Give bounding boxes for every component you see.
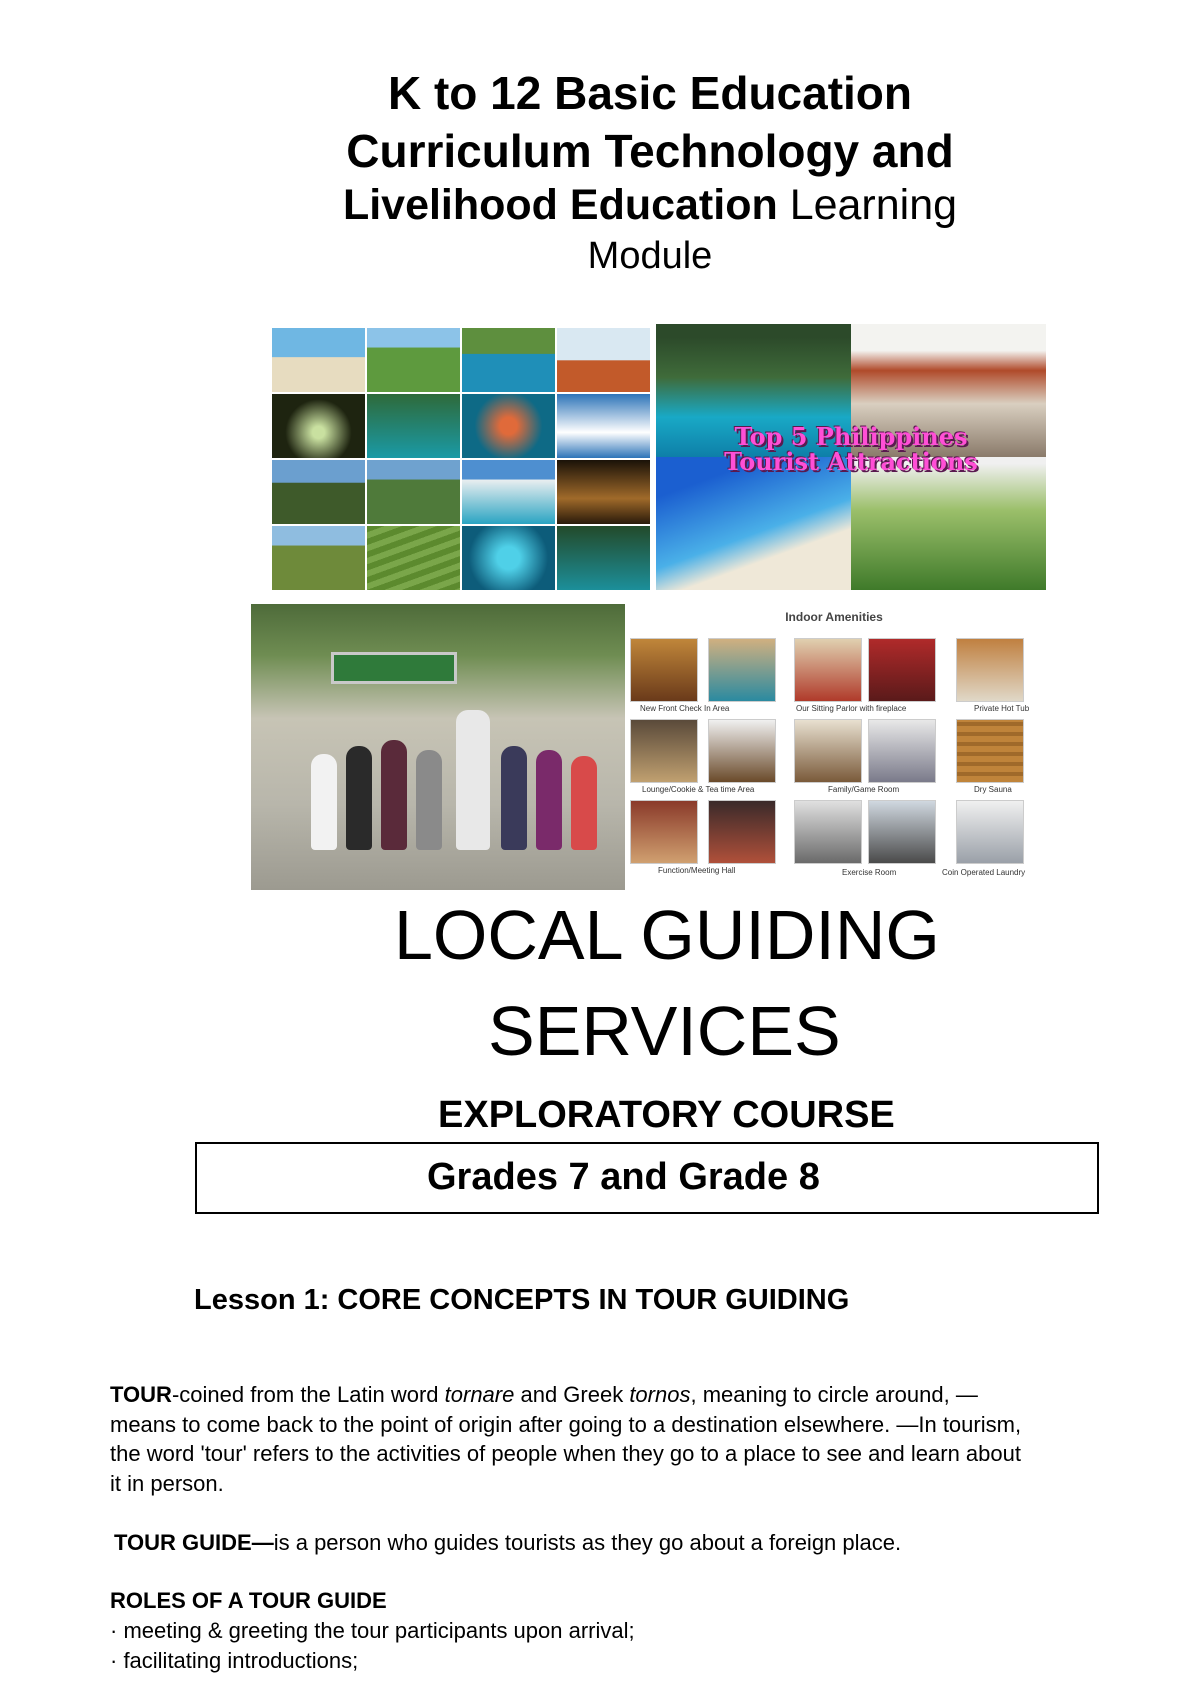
tourist-figure: [456, 710, 490, 850]
photo-waves: [557, 394, 650, 458]
module-title-line-2: [0, 126, 1200, 177]
amenity-caption: Function/Meeting Hall: [658, 866, 736, 875]
tourist-figure: [536, 750, 562, 850]
module-title-line-3: [0, 182, 1200, 229]
tourist-figure: [381, 740, 407, 850]
course-subtitle: EXPLORATORY COURSE: [438, 1094, 895, 1136]
grades-box: [195, 1142, 1099, 1214]
tour-group-photo: [251, 604, 625, 890]
latin-word: tornare: [444, 1382, 515, 1407]
amenity-caption: Family/Game Room: [828, 785, 900, 794]
photo-street-night: [557, 460, 650, 524]
philippine-scenery-collage: [272, 328, 650, 590]
amenity-photo: [794, 719, 862, 783]
amenity-photo: [794, 638, 862, 702]
module-title-line-4: Module: [587, 235, 713, 277]
photo-chocolate-hills: [272, 526, 365, 590]
photo-islands: [367, 394, 460, 458]
photo-beach: [272, 328, 365, 392]
amenity-photo: [630, 719, 698, 783]
photo-hills: [367, 328, 460, 392]
tour-definition: [110, 1380, 1030, 1498]
tourist-figure: [416, 750, 442, 850]
role-item: · meeting & greeting the tour participants upon arrival;: [110, 1618, 635, 1643]
grades-label: Grades 7 and Grade 8: [427, 1156, 820, 1198]
tourist-figure: [501, 746, 527, 850]
tour-text-b: and Greek: [514, 1382, 630, 1407]
photo-river: [557, 526, 650, 590]
photo-blue-lagoon: [462, 526, 555, 590]
amenity-photo: [956, 800, 1024, 864]
photo-green-hills: [851, 457, 1046, 590]
amenity-caption: Dry Sauna: [974, 785, 1012, 794]
amenity-caption: Our Sitting Parlor with fireplace: [796, 704, 907, 713]
lesson-heading: Lesson 1: CORE CONCEPTS IN TOUR GUIDING: [194, 1284, 850, 1316]
photo-resort: [557, 328, 650, 392]
photo-cave: [272, 394, 365, 458]
photo-shore: [462, 460, 555, 524]
amenity-photo: [868, 800, 936, 864]
tourist-figure: [311, 754, 337, 850]
amenity-photo: [630, 638, 698, 702]
course-title-line-2: SERVICES: [488, 992, 841, 1070]
photo-valley: [367, 460, 460, 524]
roles-heading: ROLES OF A TOUR GUIDE: [110, 1588, 387, 1613]
amenity-caption: New Front Check In Area: [640, 704, 730, 713]
tour-text-c: , meaning to circle around, —means to come back to the point of origin after going to a destination elsewhere. —In tourism, the word 'tour' refers to the activities of people when they go to a place to see and learn about it in person.: [110, 1382, 1022, 1496]
course-title-line-1: LOCAL GUIDING: [394, 896, 940, 974]
amenity-photo: [630, 800, 698, 864]
park-sign: [331, 652, 457, 684]
photo-lagoon: [462, 328, 555, 392]
photo-sailboat: [656, 457, 851, 590]
module-title-line-1: K to 12 Basic Education: [387, 67, 912, 119]
tourist-figure: [346, 746, 372, 850]
tourist-figure: [571, 756, 597, 850]
amenity-photo: [794, 800, 862, 864]
photo-coral: [462, 394, 555, 458]
amenity-photo: [868, 719, 936, 783]
amenity-photo: [868, 638, 936, 702]
greek-word: tornos: [629, 1382, 691, 1407]
amenities-title: Indoor Amenities: [785, 610, 883, 624]
tour-guide-definition: [114, 1528, 944, 1558]
tour-text-a: -coined from the Latin word: [171, 1382, 445, 1407]
tour-guide-term: TOUR GUIDE—: [114, 1530, 274, 1555]
tour-guide-text: is a person who guides tourists as they go about a foreign place.: [273, 1530, 902, 1555]
amenity-photo: [708, 800, 776, 864]
tour-term: TOUR: [110, 1382, 172, 1407]
curriculum-word: Curriculum: [346, 125, 592, 177]
amenity-caption: Private Hot Tub: [974, 704, 1030, 713]
attractions-caption-line-1: Top 5 Philippines: [734, 422, 968, 451]
attractions-caption: [656, 422, 1046, 477]
livelihood-education-words: Livelihood Education: [342, 181, 778, 229]
technology-words: Technology and: [604, 125, 954, 177]
amenity-photo: [708, 719, 776, 783]
amenity-caption: Exercise Room: [842, 868, 897, 877]
role-item: · facilitating introductions;: [110, 1648, 359, 1673]
indoor-amenities-panel: [628, 604, 1040, 890]
photo-rice-terraces: [367, 526, 460, 590]
amenity-photo: [956, 719, 1024, 783]
learning-word: Learning: [789, 181, 958, 229]
photo-mountain: [272, 460, 365, 524]
top-attractions-collage: [656, 324, 1046, 590]
amenity-caption: Lounge/Cookie & Tea time Area: [642, 785, 755, 794]
attractions-caption-line-2: Tourist Attractions: [724, 447, 978, 477]
amenity-caption: Coin Operated Laundry: [942, 868, 1026, 877]
amenity-photo: [708, 638, 776, 702]
amenity-photo: [956, 638, 1024, 702]
